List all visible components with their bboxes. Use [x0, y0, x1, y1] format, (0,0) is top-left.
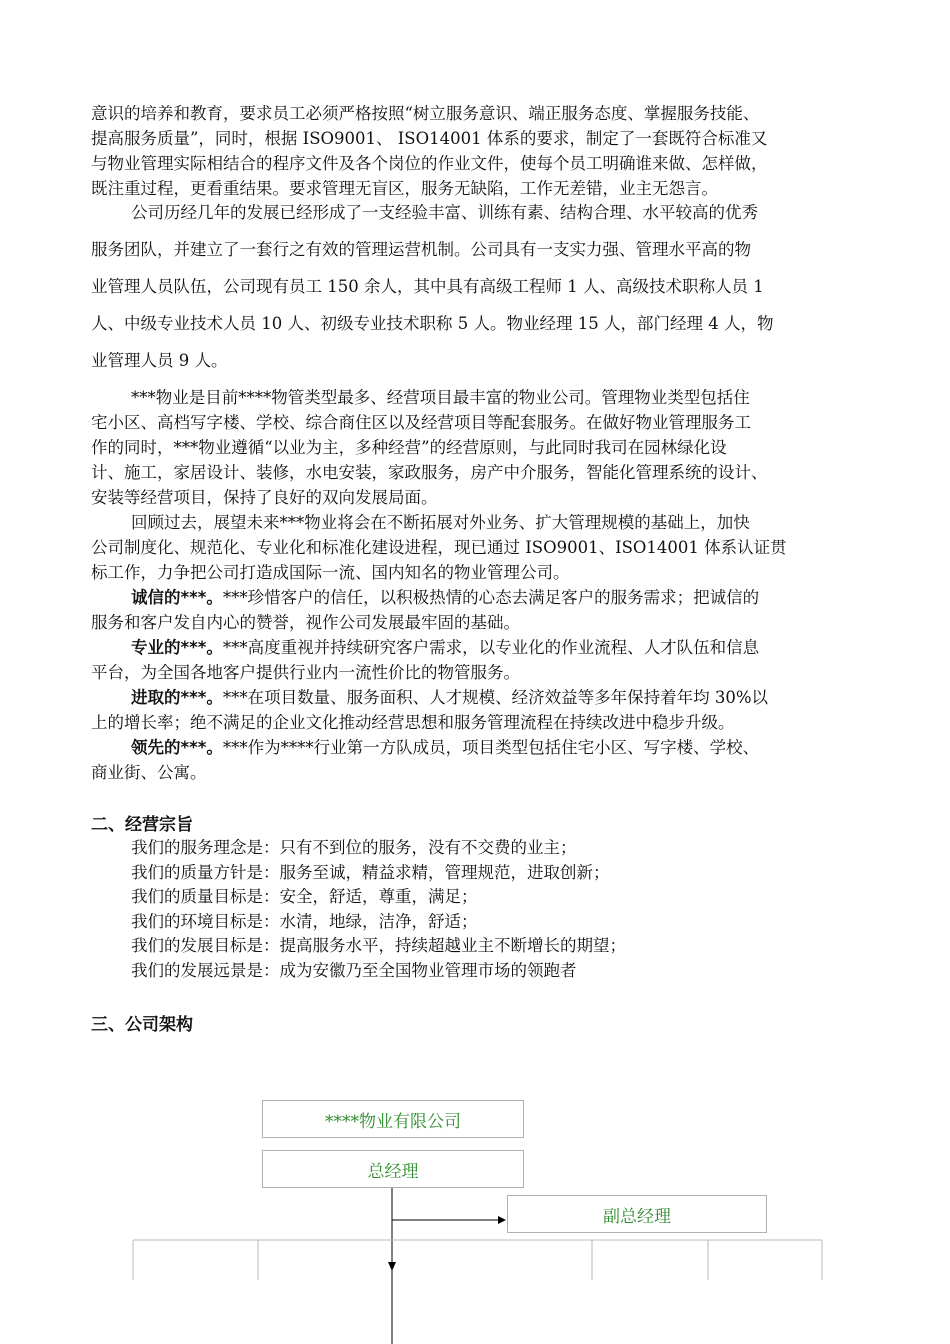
tenet-item: 我们的服务理念是：只有不到位的服务，没有不交费的业主；	[131, 838, 577, 857]
tenet-item: 我们的质量方针是：服务至诚，精益求精，管理规范，进取创新；	[131, 862, 610, 882]
intro-line: 意识的培养和教育，要求员工必须严格按照“树立服务意识、端正服务态度、掌握服务技能、	[91, 104, 760, 123]
team-line: 业管理人员队伍，公司现有员工 150 余人，其中具有高级工程师 1 人、高级技术职称人员 1	[91, 277, 764, 296]
team-line: 公司历经几年的发展已经形成了一支经验丰富、训练有素、结构合理、水平较高的优秀	[131, 203, 758, 222]
value-text: 商业街、公寓。	[91, 763, 207, 782]
value-text: ***在项目数量、服务面积、人才规模、经济效益等多年保持着年均 30%以	[222, 688, 769, 707]
intro-line: 与物业管理实际相结合的程序文件及各个岗位的作业文件，使每个员工明确谁来做、怎样做，	[91, 154, 768, 173]
intro-line: 既注重过程，更看重结果。要求管理无盲区，服务无缺陷，工作无差错，业主无怨言。	[91, 179, 718, 198]
org-box-deputy-manager: 副总经理	[507, 1195, 767, 1233]
team-line: 服务团队，并建立了一套行之有效的管理运营机制。公司具有一支实力强、管理水平高的物	[91, 240, 751, 259]
value-text: 平台，为全国各地客户提供行业内一流性价比的物管服务。	[91, 663, 520, 682]
team-line: 人、中级专业技术人员 10 人、初级专业技术职称 5 人。物业经理 15 人，部门经理 4 人，物	[91, 314, 774, 333]
value-lead: 诚信的***。	[131, 588, 223, 607]
future-line: 标工作，力争把公司打造成国际一流、国内知名的物业管理公司。	[91, 563, 570, 582]
value-lead: 进取的***。	[131, 688, 223, 707]
team-line: 业管理人员 9 人。	[91, 351, 228, 370]
value-lead: 专业的***。	[131, 638, 223, 657]
tenet-item: 我们的发展远景是：成为安徽乃至全国物业管理市场的领跑者	[131, 960, 577, 980]
business-line: 安装等经营项目，保持了良好的双向发展局面。	[91, 488, 438, 507]
tenet-item: 我们的质量目标是：安全，舒适，尊重，满足；	[131, 887, 478, 906]
business-line: 作的同时，***物业遵循“以业为主，多种经营”的经营原则，与此同时我司在园林绿化设	[91, 438, 727, 457]
value-text: ***作为****行业第一方队成员，项目类型包括住宅小区、写字楼、学校、	[222, 738, 760, 757]
section-heading-company-structure: 三、公司架构	[91, 1015, 193, 1035]
future-line: 公司制度化、规范化、专业化和标准化建设进程，现已通过 ISO9001、ISO14001 体系认证贯	[91, 538, 787, 557]
business-line: 计、施工，家居设计、装修，水电安装，家政服务，房产中介服务，智能化管理系统的设计、	[91, 463, 768, 482]
value-text: 服务和客户发自内心的赞誉，视作公司发展最牢固的基础。	[91, 613, 520, 632]
business-line: ***物业是目前****物管类型最多、经营项目最丰富的物业公司。管理物业类型包括住	[131, 388, 750, 407]
org-box-general-manager: 总经理	[262, 1150, 524, 1188]
future-line: 回顾过去，展望未来***物业将会在不断拓展对外业务、扩大管理规模的基础上，加快	[131, 513, 750, 532]
intro-line: 提高服务质量”，同时，根据 ISO9001、 ISO14001 体系的要求，制定了一套既符合标准又	[91, 129, 768, 148]
tenet-item: 我们的发展目标是：提高服务水平，持续超越业主不断增长的期望；	[131, 936, 626, 955]
value-lead: 领先的***。	[131, 738, 223, 757]
trunk-arrow	[388, 1262, 396, 1271]
value-text: ***珍惜客户的信任，以积极热情的心态去满足客户的服务需求；把诚信的	[222, 588, 760, 607]
business-line: 宅小区、高档写字楼、学校、综合商住区以及经营项目等配套服务。在做好物业管理服务工	[91, 413, 751, 432]
value-text: 上的增长率；绝不满足的企业文化推动经营思想和服务管理流程在持续改进中稳步升级。	[91, 713, 735, 732]
value-text: ***高度重视并持续研究客户需求，以专业化的作业流程、人才队伍和信息	[222, 638, 760, 657]
tenet-item: 我们的环境目标是：水清，地绿，洁净，舒适；	[131, 911, 478, 931]
org-box-company: ****物业有限公司	[262, 1100, 524, 1138]
section-heading-business-purpose: 二、经营宗旨	[91, 815, 193, 835]
